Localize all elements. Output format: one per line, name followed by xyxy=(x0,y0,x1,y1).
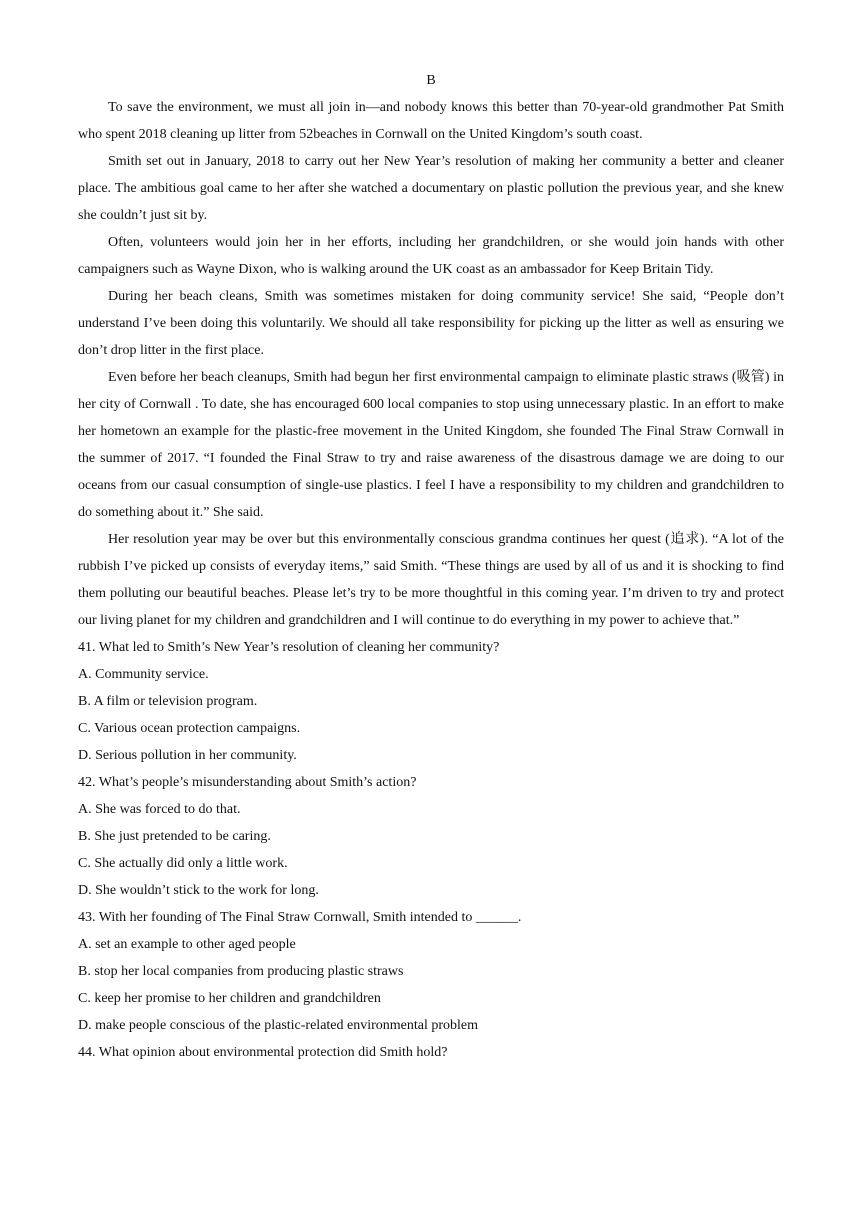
option-a: A. Community service. xyxy=(78,667,209,682)
option-c: C. Various ocean protection campaigns. xyxy=(78,721,301,736)
option-b: B. stop her local companies from producing plastic straws xyxy=(78,964,404,979)
option-d: D. She wouldn’t stick to the work for long. xyxy=(78,883,319,898)
option-c: C. keep her promise to her children and grandchildren xyxy=(78,991,381,1006)
question-44 xyxy=(78,1039,784,1066)
question-stem: 44. What opinion about environmental protection did Smith hold? xyxy=(78,1045,448,1060)
question-43 xyxy=(78,904,784,1039)
question-stem: 42. What’s people’s misunderstanding about Smith’s action? xyxy=(78,775,417,790)
document-page xyxy=(78,67,784,1066)
question-42 xyxy=(78,769,784,904)
paragraph-5: Even before her beach cleanups, Smith had begun her first environmental campaign to eliminate plastic straws (吸管) in her city of Cornwall . To date, she has encouraged 600 local companies to stop using unnecessary plastic. In an effort to make her hometown an example for the plastic-free movement in the United Kingdom, she founded The Final Straw Cornwall in the summer of 2017. “I founded the Final Straw to try and raise awareness of the disastrous damage we are doing to our oceans from our casual consumption of single-use plastics. I feel I have a responsibility to my children and grandchildren to do something about it.” She said. xyxy=(78,370,784,520)
passage xyxy=(78,94,784,634)
option-d: D. make people conscious of the plastic-related environmental problem xyxy=(78,1018,479,1033)
paragraph-3: Often, volunteers would join her in her efforts, including her grandchildren, or she would join hands with other campaigners such as Wayne Dixon, who is walking around the UK coast as an ambassador for Keep Britain Tidy. xyxy=(78,235,784,277)
option-a: A. set an example to other aged people xyxy=(78,937,296,952)
paragraph-4: During her beach cleans, Smith was sometimes mistaken for doing community service! She said, “People don’t understand I’ve been doing this voluntarily. We should all take responsibility for picking up the litter as well as ensuring we don’t drop litter in the first place. xyxy=(78,289,784,358)
option-d: D. Serious pollution in her community. xyxy=(78,748,297,763)
paragraph-2: Smith set out in January, 2018 to carry out her New Year’s resolution of making her community a better and cleaner place. The ambitious goal came to her after she watched a documentary on plastic pollution the previous year, and she knew she couldn’t just sit by. xyxy=(78,154,784,223)
paragraph-1: To save the environment, we must all join in—and nobody knows this better than 70-year-old grandmother Pat Smith who spent 2018 cleaning up litter from 52beaches in Cornwall on the United Kingdom’s south coast. xyxy=(78,100,784,142)
option-a: A. She was forced to do that. xyxy=(78,802,241,817)
option-b: B. She just pretended to be caring. xyxy=(78,829,271,844)
question-stem: 41. What led to Smith’s New Year’s resolution of cleaning her community? xyxy=(78,640,500,655)
question-stem: 43. With her founding of The Final Straw Cornwall, Smith intended to ______. xyxy=(78,910,522,925)
option-c: C. She actually did only a little work. xyxy=(78,856,288,871)
paragraph-6: Her resolution year may be over but this environmentally conscious grandma continues her quest (追求). “A lot of the rubbish I’ve picked up consists of everyday items,” said Smith. “These things are used by all of us and it is shocking to find them polluting our beautiful beaches. Please let’s try to be more thoughtful in this coming year. I’m driven to try and protect our living planet for my children and grandchildren and I will continue to do everything in my power to achieve that.” xyxy=(78,532,784,628)
option-b: B. A film or television program. xyxy=(78,694,258,709)
section-label: B xyxy=(426,73,436,88)
question-41 xyxy=(78,634,784,769)
